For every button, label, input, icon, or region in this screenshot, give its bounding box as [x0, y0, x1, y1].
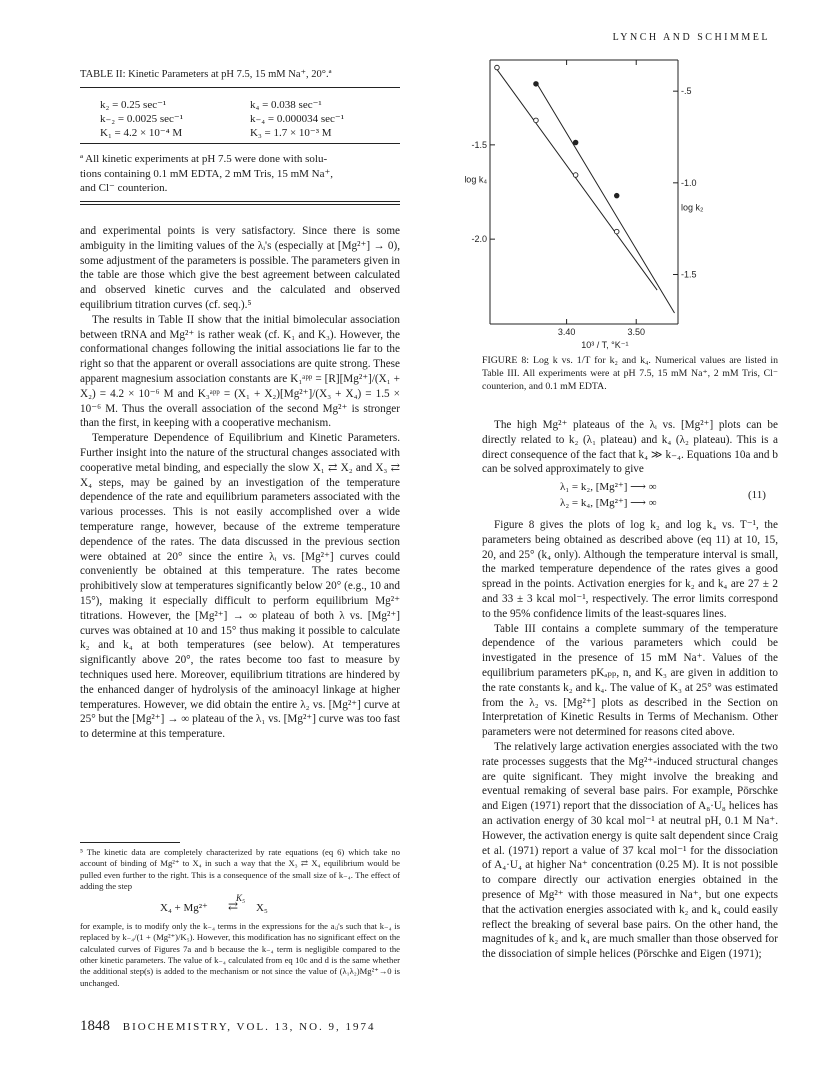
table-bottom-rule	[80, 201, 400, 202]
table-mid-rule	[80, 143, 400, 144]
equation-number: (11)	[748, 489, 766, 501]
right-y-tick-label: -.5	[681, 86, 692, 97]
table-cell: K₃ = 1.7 × 10⁻³ M	[250, 127, 332, 139]
paragraph: The high Mg²⁺ plateaus of the λᵢ vs. [Mg²⁺] plots can be directly related to k₂ (λ₁ plateau) and k₄ (λ₂ plateau). This is a direct consequence of the fact that k₄ ≫ k₋₄. Equations 10a and b can be solved approximately to give	[482, 419, 778, 476]
journal-citation: BIOCHEMISTRY, VOL. 13, NO. 9, 1974	[122, 1021, 376, 1033]
right-y-tick-label: -1.5	[681, 269, 697, 280]
table-bottom-rule-2	[80, 204, 400, 205]
right-column-text-top	[482, 418, 778, 477]
footnote-scheme: X₄ + Mg²⁺ K₅ ⇄ X₅	[160, 893, 268, 915]
table-cell: k₄ = 0.038 sec⁻¹	[250, 99, 322, 111]
data-point-k2	[573, 140, 578, 145]
figure-8-chart	[464, 52, 704, 352]
data-point-k4	[614, 229, 619, 234]
left-y-axis-label: log k₄	[464, 174, 487, 185]
fit-line	[536, 82, 675, 313]
x-tick-label: 3.50	[627, 327, 645, 337]
paragraph: The results in Table II show that the initial bimolecular association between tRNA and Mg²⁺ is rather weak (cf. K₁ and K₃). However, the conformational changes following the initial associations lie far to the right so that the apparent or overall associations are quite strong. These apparent magnesium association constants are K₁ᵃᵖᵖ = [R][Mg²⁺]/(X₁ + X₂) = 4.2 × 10⁻⁶ M and K₃ᵃᵖᵖ = (X₁ + X₂)[Mg²⁺]/(X₃ + X₄) = 1.5 × 10⁻⁶ M. Thus the overall association of the second Mg²⁺ is stronger than the first, in keeping with a cooperative mechanism.	[80, 313, 400, 430]
page-number: 1848	[80, 1018, 110, 1034]
page-footer	[80, 1018, 376, 1035]
table-title: TABLE II: Kinetic Parameters at pH 7.5, 15 mM Na⁺, 20°.ª	[80, 69, 332, 80]
paragraph: The relatively large activation energies associated with the two rate processes suggests that the Mg²⁺-induced structural changes are quite significant. They might involve the breaking and eventual remaking of several base pairs. For example, Pörschke and Eigen (1971) report that the dissociation of A₈·U₈ helices has an activation energy of 30 kcal mol⁻¹ at neutral pH, 0.1 M Na⁺. However, the activation energy is quite salt dependent since Craig et al. (1971) report a value of 37 kcal mol⁻¹ for the dissociation of A₄·U₄ at higher Na⁺ concentration (0.25 M). It is not possible to compare directly our activation energies obtained in the presence of Mg²⁺ with those measured in Na⁺, but one expects that the activation energies associated with k₂ and k₄ could easily reflect the breaking of several base pairs. On the other hand, the magnitudes of k₂ and k₄ are much smaller than those observed for the dissociation of simple helices (Pörschke and Eigen (1971);	[482, 740, 778, 961]
left-y-tick-label: -1.5	[471, 139, 487, 150]
footnote: ⁵ The kinetic data are completely characterized by rate equations (eq 6) which take no account of binding of Mg²⁺ to X₄ in such a way that the X₃ ⇄ X₄ equilibrium would be pulled even further to the right. This is a consequence of the small size of k₋₄. The effect of adding the step X₄ + Mg²⁺ K₅ ⇄ X₅ for example, is to modify only the k₋₄ terms in the expressions for the aᵢⱼ's such that k₋₄ is replaced by k₋₄/(1 + (Mg²⁺)/K₅). However, this modification has no significant effect on the calculated curves of Figures 7a and b because the k₋₄ term is negligible compared to the other kinetic parameters. The value of k₋₄ calculated from eq 10c and d is the same whether the additional step(s) is added to the mechanism or not since the value of (λ₁λ₂)Mg²⁺→0 is unchanged.	[80, 847, 400, 988]
paragraph: Table III contains a complete summary of the temperature dependence of the various parameters which could be investigated in the presence of 15 mM Na⁺. Values of the equilibrium parameters pKₐₚₚ, n, and K₃ are given in addition to the rate constants k₂ and k₄. The value of K₃ at 25° was estimated from the λ₂ vs. [Mg²⁺] plots as described in the Section on Interpretation of Kinetic Results in Terms of Mechanism. Other parameters were not determined for reasons cited above.	[482, 622, 778, 739]
left-y-tick-label: -2.0	[471, 234, 487, 245]
equation-line: λ₂ = k₄, [Mg²⁺] ⟶ ∞	[560, 497, 657, 509]
table-top-rule	[80, 87, 400, 88]
table-cell: k₋₂ = 0.0025 sec⁻¹	[100, 113, 183, 125]
right-y-axis-label: log k₂	[681, 202, 704, 213]
footnote-rule	[80, 842, 180, 843]
paragraph: Temperature Dependence of Equilibrium and Kinetic Parameters. Further insight into the nature of the structural changes associated with cooperative metal binding, and especially the slow X₁ ⇄ X₂ and X₃ ⇄ X₄ steps, may be gained by an investigation of the temperature dependence of the rate and equilibrium parameters associated with the various processes. This is not easily accomplished over a wide temperature range, however, because of the extreme temperature dependence of the rates. The data discussed in the previous section were obtained at 20° since the entire λᵢ vs. [Mg²⁺] curves could conveniently be obtained at this temperature. The rates become prohibitively slow at temperatures significantly below 20° (e.g., 10 and 15°), making it especially difficult to perform equilibrium Mg²⁺ titrations. However, the [Mg²⁺] → ∞ plateau of both λ vs. [Mg²⁺] curves was obtained at 10 and 15° thus making it possible to calculate k₂ and k₄ at both temperatures (see below). At temperatures significantly above 20°, the rates become too fast to measure by techniques used here. Moreover, equilibrium titrations are hindered by the enhanced danger of hydrolysis of the aminoacyl linkage at higher temperatures. However, we did obtain the entire λ₂ vs. [Mg²⁺] curve at 25° but the [Mg²⁺] → ∞ plateau of the λ₁ vs. [Mg²⁺] curve was too fast to determine at this temperature.	[80, 432, 400, 741]
fit-line	[497, 69, 657, 290]
table-cell: k₂ = 0.25 sec⁻¹	[100, 99, 167, 111]
data-point-k2	[534, 82, 539, 87]
x-axis-label: 10³ / T, °K⁻¹	[581, 340, 629, 350]
data-point-k4	[573, 173, 578, 178]
table-cell: K₁ = 4.2 × 10⁻⁴ M	[100, 127, 183, 139]
figure-caption: FIGURE 8: Log k vs. 1/T for k₂ and k₄. Numerical values are listed in Table III. All experiments were at pH 7.5, 15 mM Na⁺, 2 mM Tris, Cl⁻ counterion, and 0.1 mM EDTA.	[482, 355, 778, 392]
right-column-text	[482, 518, 778, 962]
data-point-k4	[534, 118, 539, 123]
x-tick-label: 3.40	[557, 327, 576, 337]
table-footnote: ª All kinetic experiments at pH 7.5 were done with solu- tions containing 0.1 mM EDTA, 2 mM Tris, 15 mM Na⁺, and Cl⁻ counterion.	[80, 153, 334, 194]
data-point-k4	[495, 65, 500, 70]
running-header: LYNCH AND SCHIMMEL	[612, 32, 770, 43]
data-point-k2	[614, 193, 619, 198]
equation-line: λ₁ = k₂, [Mg²⁺] ⟶ ∞	[560, 481, 657, 493]
equilibrium-arrow-icon: ⇄	[228, 899, 239, 914]
paragraph: and experimental points is very satisfactory. Since there is some ambiguity in the limiting values of the λᵢ's (especially at [Mg²⁺] → 0), some adjustment of the parameters is possible. The parameters given in the table are those which give the best agreement between calculated and observed kinetic curves and the calculated and observed equilibrium titration curves (cf. seq.).⁵	[80, 225, 400, 311]
left-column-text	[80, 224, 400, 742]
figure-8	[464, 52, 704, 357]
table-cell: k₋₄ = 0.000034 sec⁻¹	[250, 113, 344, 125]
paragraph: Figure 8 gives the plots of log k₂ and log k₄ vs. T⁻¹, the parameters being obtained as described above (eq 11) at 10, 15, 20, and 25° (k₄ only). Although the temperature interval is small, the marked temperature dependence of the rates gives a good spread in the points. Activation energies for k₂ and k₄ are 27 ± 2 and 33 ± 3 kcal mol⁻¹, respectively. The error limits correspond to the 95% confidence limits of the least-squares lines.	[482, 519, 778, 620]
right-y-tick-label: -1.0	[681, 177, 697, 188]
